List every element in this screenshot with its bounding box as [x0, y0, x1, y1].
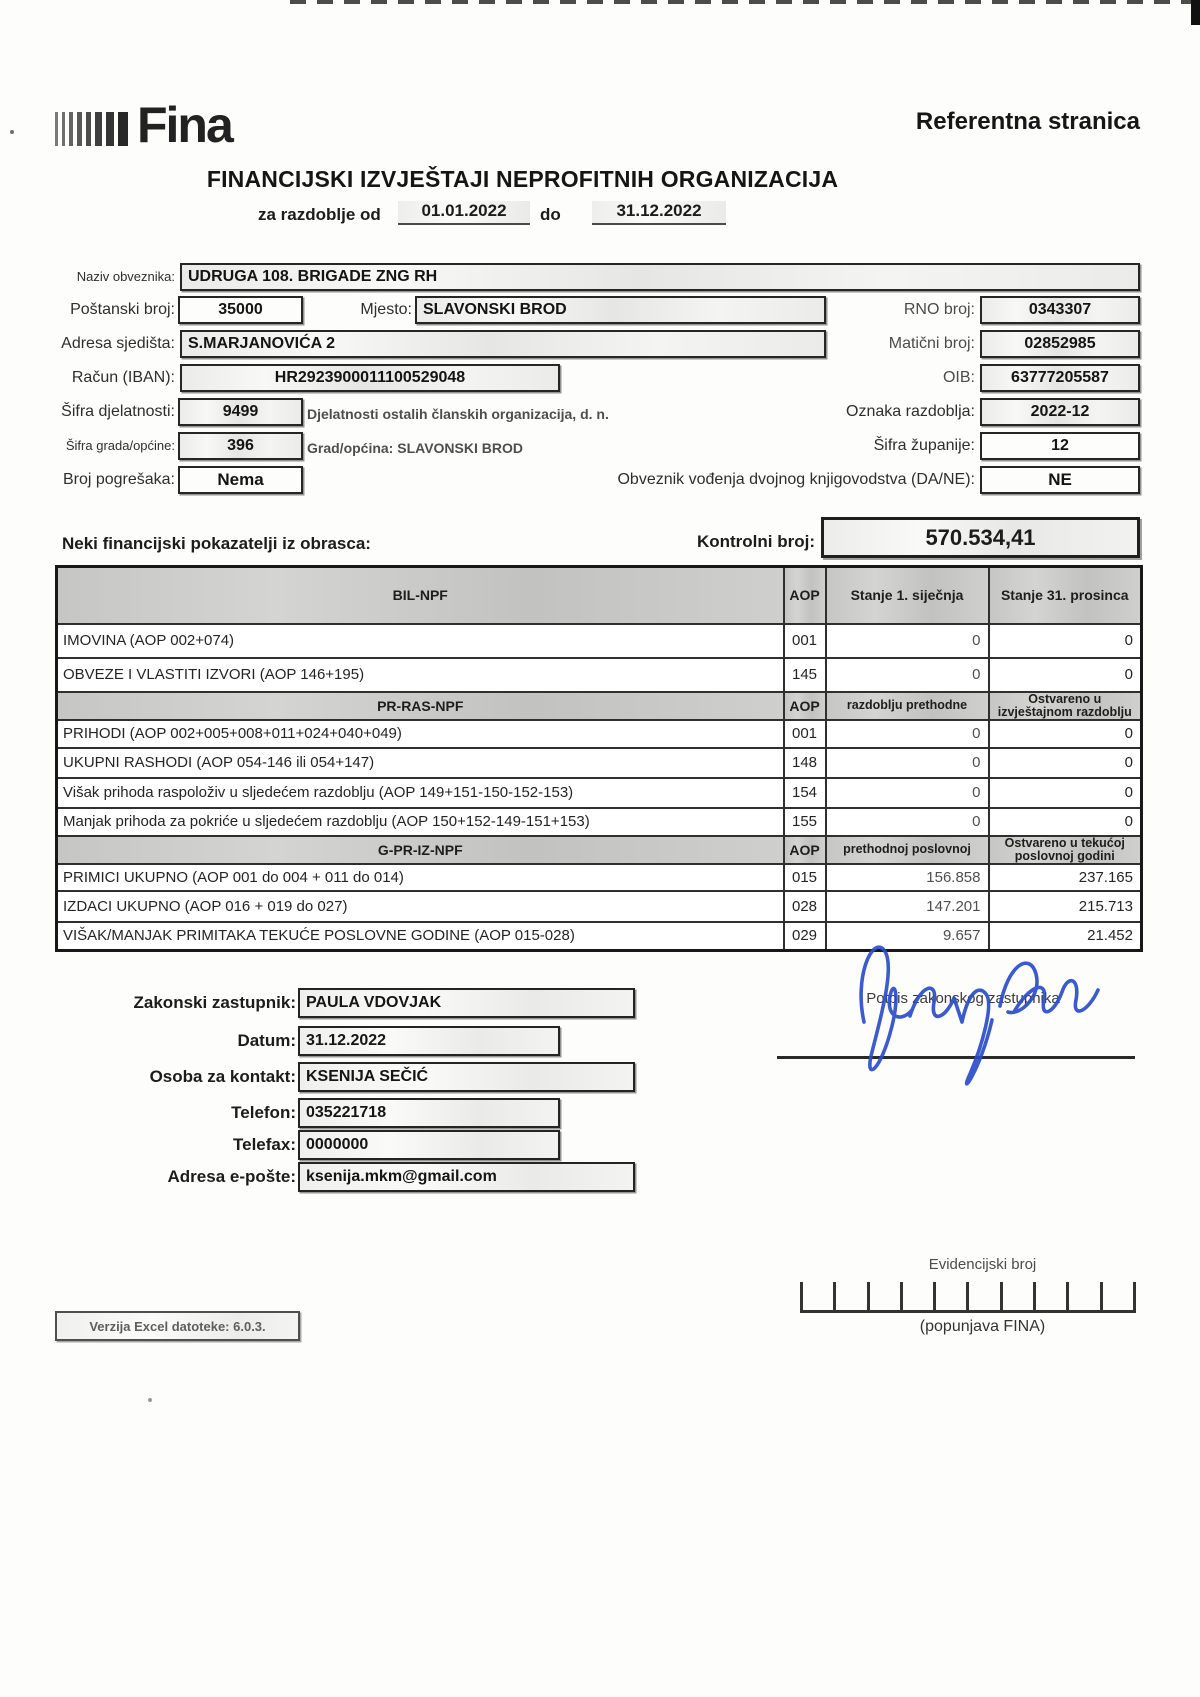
sifra-grada-field: 396: [178, 432, 303, 460]
row-desc: UKUPNI RASHODI (AOP 054-146 ili 054+147): [57, 748, 784, 778]
row-value-2: 21.452: [989, 922, 1142, 950]
table-row: [57, 778, 1142, 808]
handwritten-signature: [848, 922, 1110, 1090]
excel-version-box: Verzija Excel datoteke: 6.0.3.: [55, 1311, 300, 1341]
table-row: [57, 720, 1142, 748]
scan-artifact-top-dashed-line: [290, 0, 1200, 4]
period-to-value: 31.12.2022: [592, 201, 726, 225]
scan-artifact-corner-mark: [1191, 0, 1200, 25]
row-value-1: 0: [826, 748, 989, 778]
oznaka-razdoblja-label: Oznaka razdoblja:: [846, 403, 975, 420]
row-desc: VIŠAK/MANJAK PRIMITAKA TEKUĆE POSLOVNE GODINE (AOP 015-028): [57, 922, 784, 950]
broj-pogresaka-label: Broj pogrešaka:: [62, 471, 175, 488]
rno-broj-field: 0343307: [980, 296, 1140, 324]
adresa-sjedista-label: Adresa sjedišta:: [61, 335, 175, 352]
postanski-broj-field: 35000: [178, 296, 303, 324]
sifra-zupanije-field: 12: [980, 432, 1140, 460]
row-value-2: 0: [989, 720, 1142, 748]
gpriz-header-aop: AOP: [784, 836, 826, 864]
row-aop: 028: [784, 891, 826, 922]
evidencijski-broj-boxes: [800, 1282, 1136, 1313]
table-header-prras: [57, 692, 1142, 720]
sifra-grada-label: Šifra grada/općine:: [65, 438, 175, 453]
row-value-2: 0: [989, 808, 1142, 836]
row-aop: 155: [784, 808, 826, 836]
naziv-obveznika-label: Naziv obveznika:: [76, 269, 175, 284]
dvojno-knjigovodstvo-label: Obveznik vođenja dvojnog knjigovodstva (DA/NE):: [617, 471, 975, 488]
row-aop: 154: [784, 778, 826, 808]
document-title: FINANCIJSKI IZVJEŠTAJI NEPROFITNIH ORGANIZACIJA: [206, 166, 839, 192]
djelatnost-description: Djelatnosti ostalih članskih organizacija, d. n.: [307, 406, 609, 422]
postanski-broj-label: Poštanski broj:: [70, 301, 175, 318]
signature-caption: Potpis zakonskog zastupnika: [866, 990, 1060, 1007]
table-header-bil: [57, 567, 1142, 624]
dvojno-knjigovodstvo-field: NE: [980, 466, 1140, 494]
row-aop: 015: [784, 864, 826, 891]
telefax-label: Telefax:: [233, 1135, 296, 1154]
row-desc: OBVEZE I VLASTITI IZVORI (AOP 146+195): [57, 658, 784, 692]
sifra-zupanije-label: Šifra županije:: [873, 437, 975, 454]
row-value-1: 9.657: [826, 922, 989, 950]
table-row: [57, 891, 1142, 922]
table-header-gpriz: [57, 836, 1142, 864]
financial-indicators-table: [55, 565, 1143, 952]
racun-iban-field: HR2923900011100529048: [180, 364, 560, 392]
row-value-1: 0: [826, 624, 989, 658]
prras-header-aop: AOP: [784, 692, 826, 720]
period-from-value: 01.01.2022: [398, 201, 530, 225]
datum-label: Datum:: [237, 1031, 296, 1050]
telefon-label: Telefon:: [231, 1103, 296, 1122]
period-do-label: do: [540, 205, 561, 224]
telefon-field: 035221718: [298, 1098, 560, 1128]
page-title: Referentna stranica: [915, 108, 1140, 135]
bil-header-col3: Stanje 1. siječnja: [826, 567, 989, 624]
adresa-sjedista-field: S.MARJANOVIĆA 2: [180, 330, 826, 358]
row-value-2: 237.165: [989, 864, 1142, 891]
bil-header-name: BIL-NPF: [57, 567, 784, 624]
email-field: ksenija.mkm@gmail.com: [298, 1162, 635, 1192]
email-label: Adresa e-pošte:: [167, 1167, 296, 1186]
fina-logo-bars-icon: [55, 111, 128, 147]
grad-opcina-description: Grad/općina: SLAVONSKI BROD: [307, 440, 523, 456]
row-aop: 001: [784, 720, 826, 748]
row-desc: IMOVINA (AOP 002+074): [57, 624, 784, 658]
zakonski-zastupnik-field: PAULA VDOVJAK: [298, 988, 635, 1018]
kontrolni-broj-field: 570.534,41: [821, 517, 1140, 558]
row-value-1: 0: [826, 778, 989, 808]
row-value-2: 0: [989, 658, 1142, 692]
naziv-obveznika-field: UDRUGA 108. BRIGADE ZNG RH: [180, 263, 1140, 291]
table-row: [57, 748, 1142, 778]
mjesto-field: SLAVONSKI BROD: [415, 296, 826, 324]
row-value-2: 215.713: [989, 891, 1142, 922]
bil-header-col4: Stanje 31. prosinca: [989, 567, 1142, 624]
row-aop: 029: [784, 922, 826, 950]
oib-field: 63777205587: [980, 364, 1140, 392]
row-value-2: 0: [989, 624, 1142, 658]
osoba-za-kontakt-field: KSENIJA SEČIĆ: [298, 1062, 635, 1092]
row-value-1: 147.201: [826, 891, 989, 922]
prras-header-col3: razdoblju prethodne: [826, 692, 989, 720]
gpriz-header-col4: Ostvareno u tekućoj poslovnoj godini: [989, 836, 1142, 864]
datum-field: 31.12.2022: [298, 1026, 560, 1056]
maticni-broj-field: 02852985: [980, 330, 1140, 358]
prras-header-name: PR-RAS-NPF: [57, 692, 784, 720]
row-desc: PRIMICI UKUPNO (AOP 001 do 004 + 011 do 014): [57, 864, 784, 891]
broj-pogresaka-field: Nema: [178, 466, 303, 494]
row-desc: IZDACI UKUPNO (AOP 016 + 019 do 027): [57, 891, 784, 922]
fina-logo: [55, 97, 232, 153]
row-value-2: 0: [989, 748, 1142, 778]
popunjava-fina-label: (popunjava FINA): [919, 1318, 1046, 1335]
brand-text: Fina: [137, 97, 232, 153]
row-desc: Višak prihoda raspoloživ u sljedećem razdoblju (AOP 149+151-150-152-153): [57, 778, 784, 808]
gpriz-header-name: G-PR-IZ-NPF: [57, 836, 784, 864]
prras-header-col4: Ostvareno u izvještajnom razdoblju: [989, 692, 1142, 720]
row-value-2: 0: [989, 778, 1142, 808]
indicators-section-label: Neki financijski pokazatelji iz obrasca:: [62, 534, 371, 553]
telefax-field: 0000000: [298, 1130, 560, 1160]
row-value-1: 156.858: [826, 864, 989, 891]
osoba-za-kontakt-label: Osoba za kontakt:: [149, 1067, 296, 1086]
oznaka-razdoblja-field: 2022-12: [980, 398, 1140, 426]
period-prefix: za razdoblje od: [258, 205, 381, 224]
table-row: [57, 808, 1142, 836]
gpriz-header-col3: prethodnoj poslovnoj: [826, 836, 989, 864]
row-aop: 001: [784, 624, 826, 658]
row-value-1: 0: [826, 720, 989, 748]
table-row: [57, 658, 1142, 692]
mjesto-label: Mjesto:: [360, 301, 412, 318]
scan-speck: [148, 1398, 152, 1402]
row-value-1: 0: [826, 808, 989, 836]
scan-speck: [10, 130, 14, 134]
rno-broj-label: RNO broj:: [903, 301, 975, 318]
table-row: [57, 624, 1142, 658]
table-row: [57, 864, 1142, 891]
sifra-djelatnosti-label: Šifra djelatnosti:: [61, 403, 175, 420]
oib-label: OIB:: [942, 369, 975, 386]
row-aop: 148: [784, 748, 826, 778]
row-aop: 145: [784, 658, 826, 692]
row-value-1: 0: [826, 658, 989, 692]
zakonski-zastupnik-label: Zakonski zastupnik:: [133, 993, 296, 1012]
row-desc: PRIHODI (AOP 002+005+008+011+024+040+049): [57, 720, 784, 748]
maticni-broj-label: Matični broj:: [888, 335, 975, 352]
bil-header-aop: AOP: [784, 567, 826, 624]
racun-iban-label: Račun (IBAN):: [71, 369, 175, 386]
evidencijski-broj-label: Evidencijski broj: [928, 1256, 1037, 1273]
kontrolni-broj-label: Kontrolni broj:: [696, 532, 815, 551]
row-desc: Manjak prihoda za pokriće u sljedećem razdoblju (AOP 150+152-149-151+153): [57, 808, 784, 836]
sifra-djelatnosti-field: 9499: [178, 398, 303, 426]
